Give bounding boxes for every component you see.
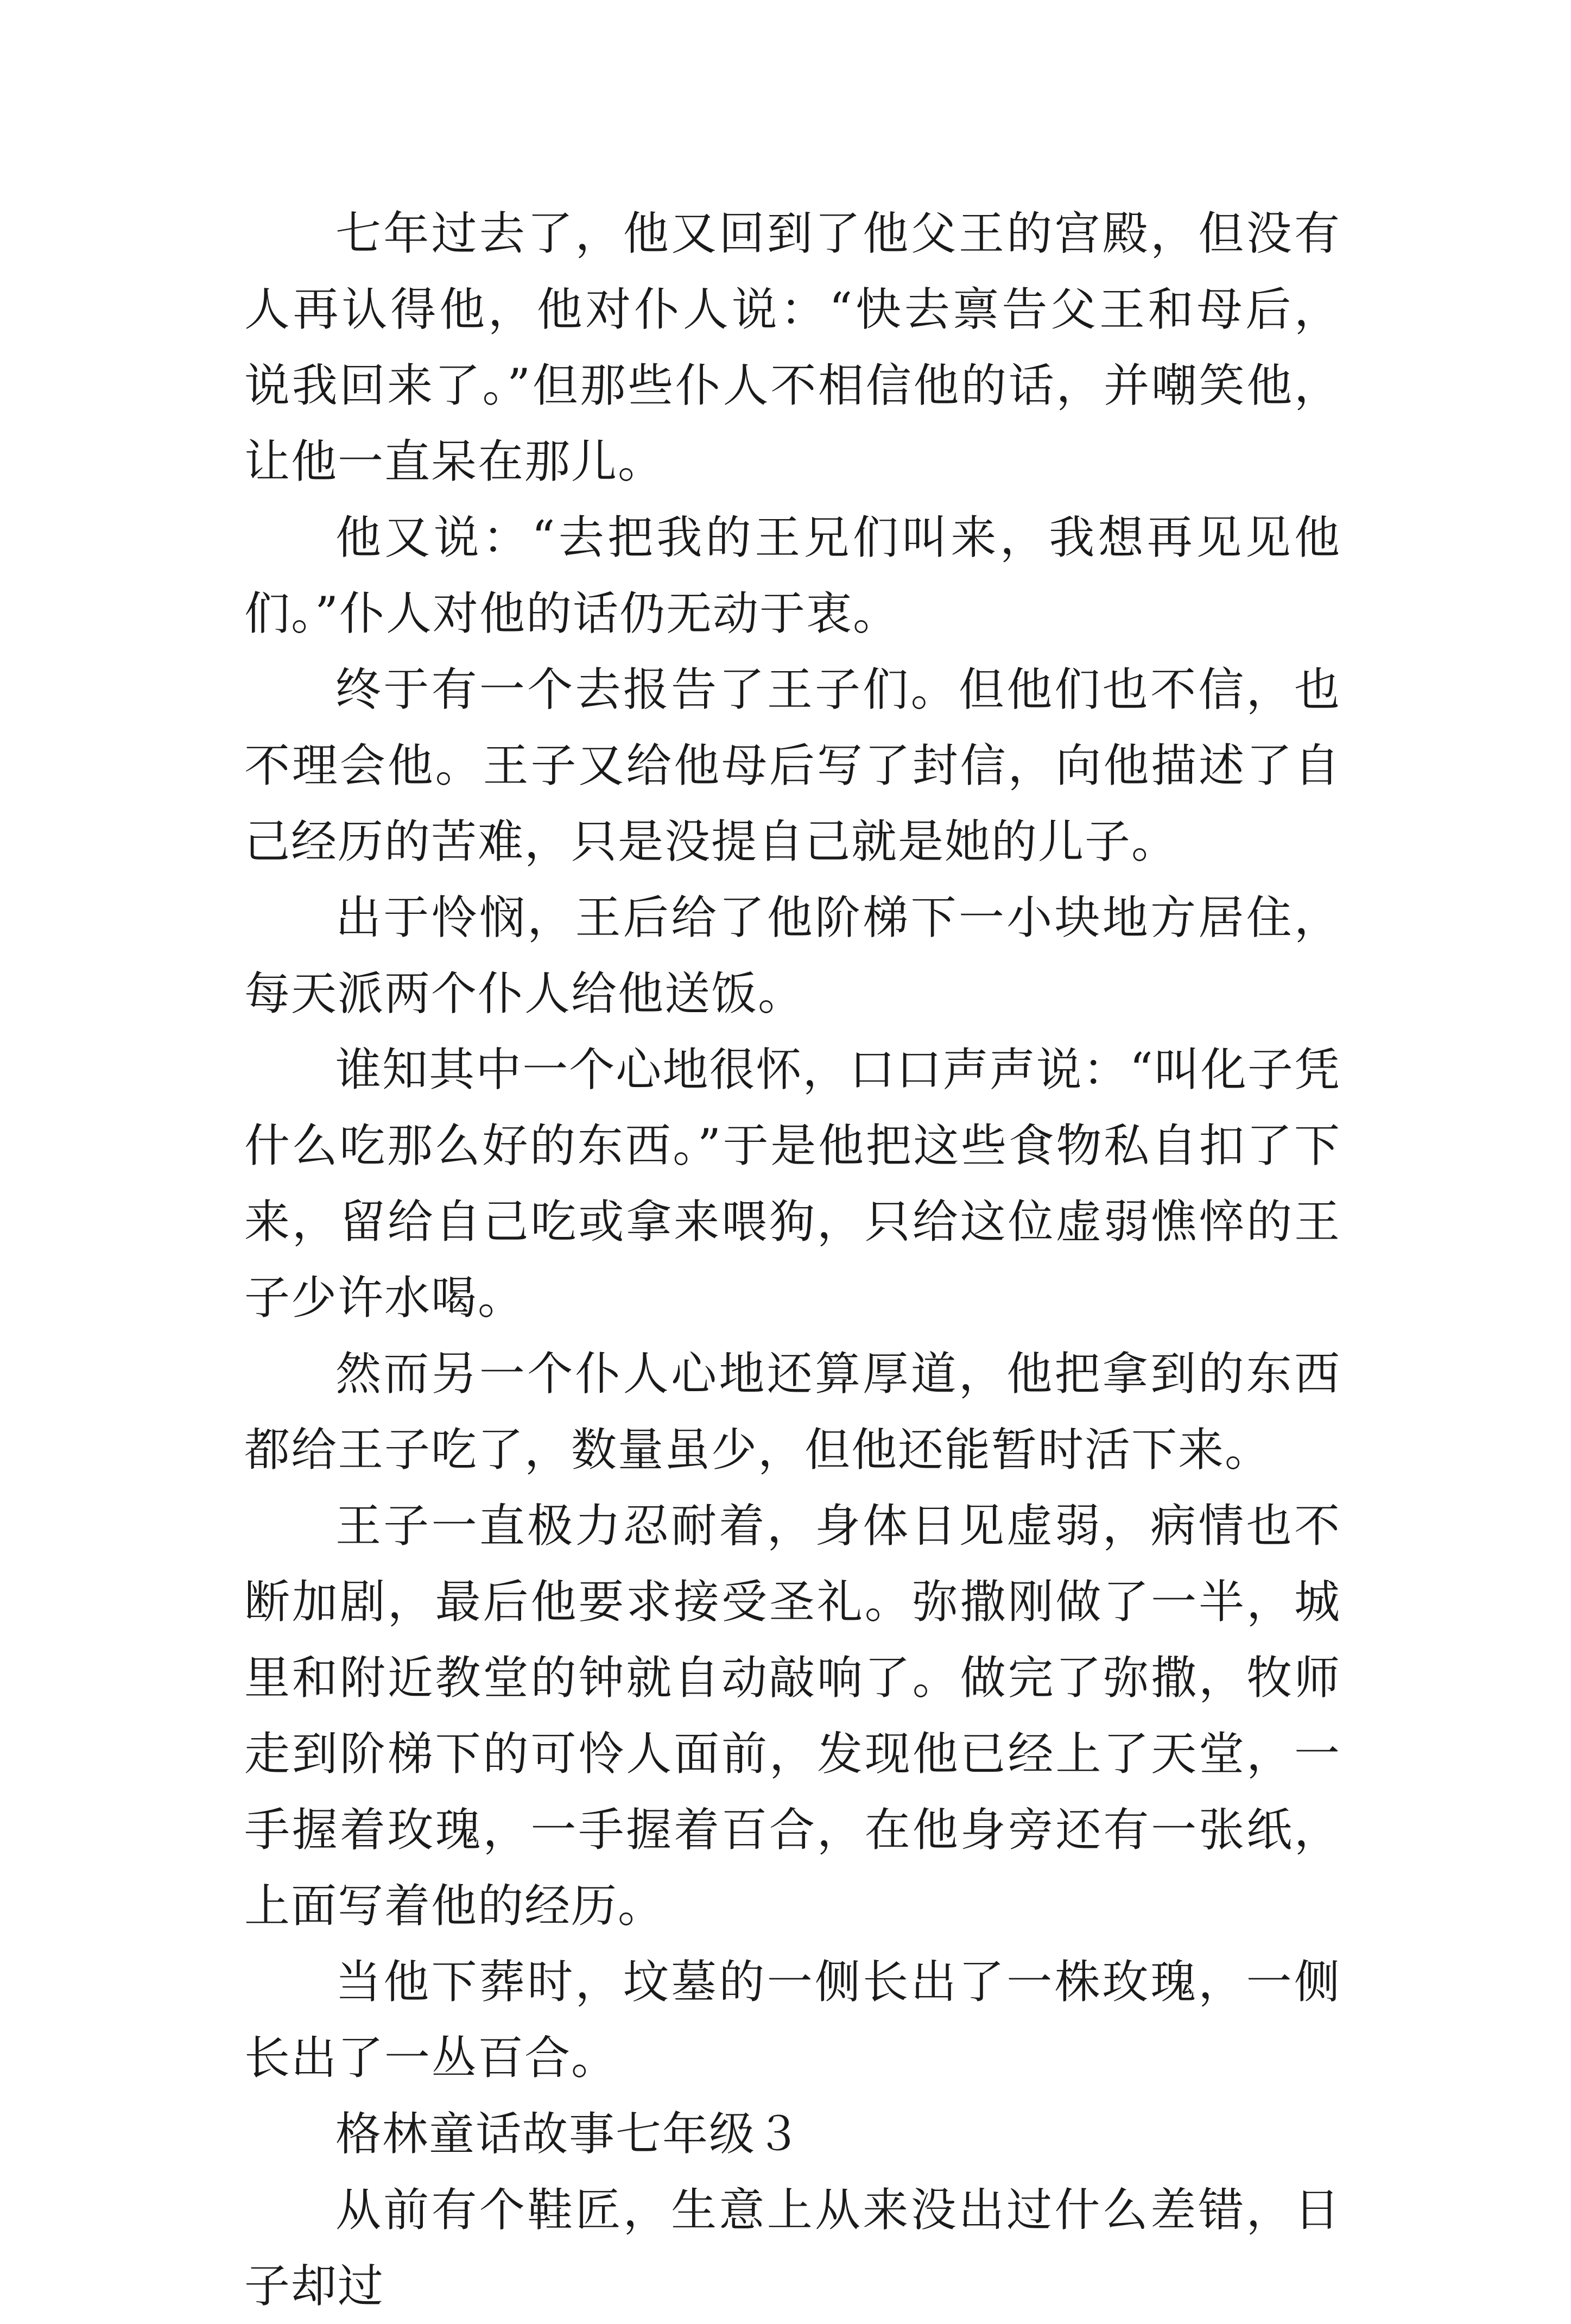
paragraph: 出于怜悯，王后给了他阶梯下一小块地方居住，每天派两个仆人给他送饭。 bbox=[244, 891, 1341, 1020]
paragraph: 他又说：“去把我的王兄们叫来，我想再见见他们。”仆人对他的话仍无动于衷。 bbox=[244, 511, 1341, 640]
paragraph: 当他下葬时，坟墓的一侧长出了一株玫瑰，一侧长出了一丛百合。 bbox=[244, 1955, 1341, 2085]
paragraph: 从前有个鞋匠，生意上从来没出过什么差错，日子却过 bbox=[244, 2183, 1341, 2313]
paragraph: 谁知其中一个心地很怀，口口声声说：“叫化子凭什么吃那么好的东西。”于是他把这些食物私自扣了下来，留给自己吃或拿来喂狗，只给这位虚弱憔悴的王子少许水喝。 bbox=[244, 1043, 1341, 1324]
paragraph: 王子一直极力忍耐着，身体日见虚弱，病情也不断加剧，最后他要求接受圣礼。弥撒刚做了一半，城里和附近教堂的钟就自动敲响了。做完了弥撒，牧师走到阶梯下的可怜人面前，发现他已经上了天堂，一手握着玫瑰，一手握着百合，在他身旁还有一张纸，上面写着他的经历。 bbox=[244, 1499, 1341, 1933]
paragraph: 然而另一个仆人心地还算厚道，他把拿到的东西都给王子吃了，数量虽少，但他还能暂时活下来。 bbox=[244, 1347, 1341, 1476]
paragraph: 终于有一个去报告了王子们。但他们也不信，也不理会他。王子又给他母后写了封信，向他描述了自己经历的苦难，只是没提自己就是她的儿子。 bbox=[244, 663, 1341, 868]
document-body bbox=[244, 195, 1341, 2324]
paragraph: 七年过去了，他又回到了他父王的宫殿，但没有人再认得他，他对仆人说：“快去禀告父王和母后，说我回来了。”但那些仆人不相信他的话，并嘲笑他，让他一直呆在那儿。 bbox=[244, 207, 1341, 488]
section-heading: 格林童话故事七年级３ bbox=[335, 2107, 803, 2161]
